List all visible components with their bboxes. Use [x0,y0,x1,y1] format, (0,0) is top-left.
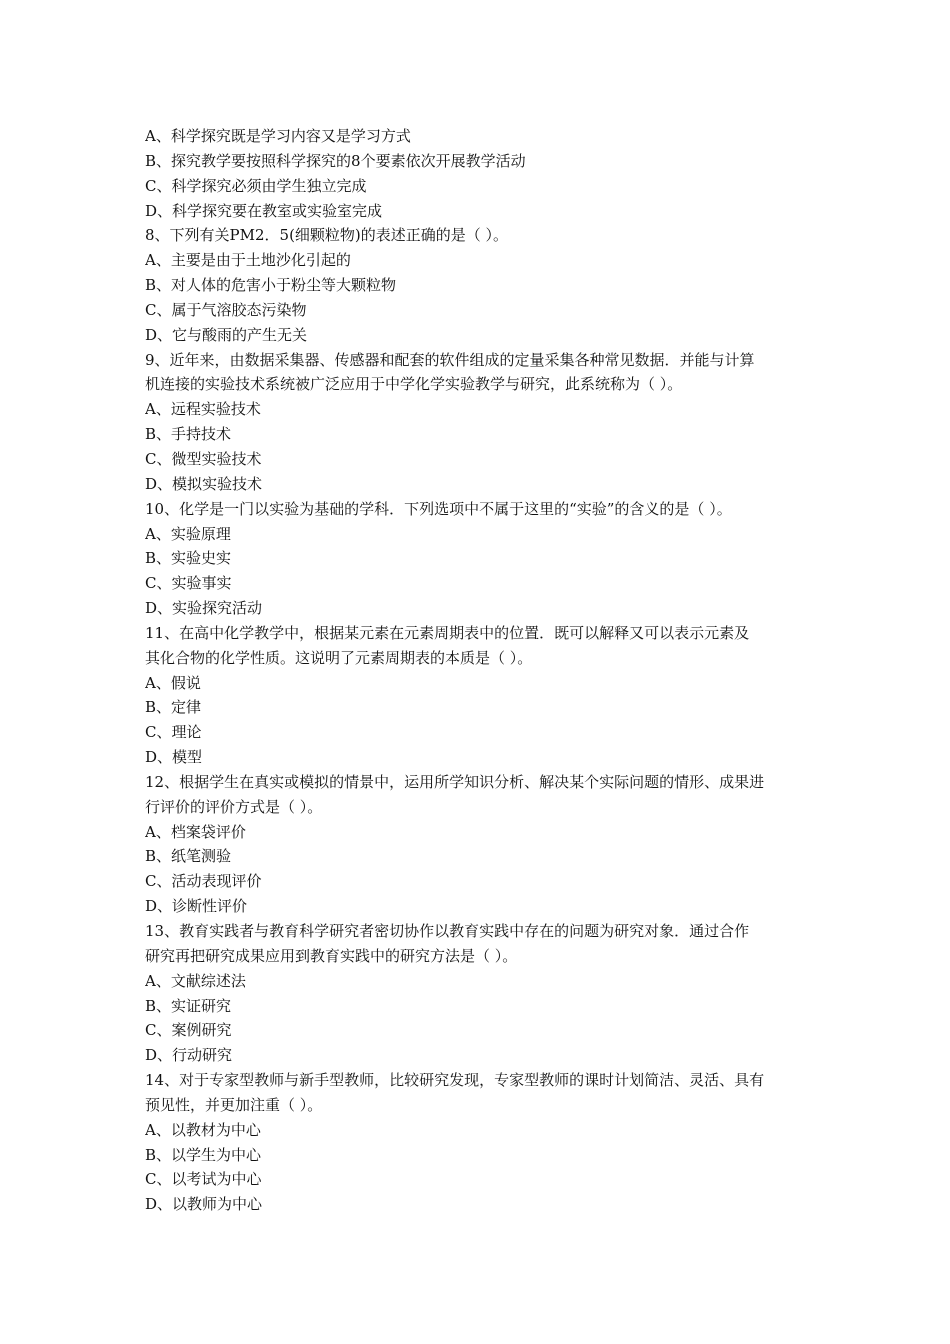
document-page [145,124,810,1217]
option-line: A、文献综述法 [145,971,246,990]
option-line: D、行动研究 [145,1046,233,1065]
option-line: A、档案袋评价 [145,822,246,841]
option-line: D、科学探究要在教室或实验室完成 [145,201,383,220]
option-line: B、实证研究 [145,996,232,1015]
question-line: 12、根据学生在真实或模拟的情景中，运用所学知识分析、解决某个实际问题的情形、成果进 [145,772,765,791]
option-line: C、理论 [145,723,202,742]
question-line: 8、下列有关PM2．5(细颗粒物)的表述正确的是（ ）。 [145,226,509,245]
option-line: D、模型 [145,748,203,767]
option-line: C、微型实验技术 [145,449,262,468]
option-line: C、活动表现评价 [145,872,262,891]
option-line: C、属于气溶胶态污染物 [145,300,307,319]
option-line: D、它与酸雨的产生无关 [145,325,308,344]
option-line: B、纸笔测验 [145,847,232,866]
question-line: 13、教育实践者与教育科学研究者密切协作以教育实践中存在的问题为研究对象．通过合作 [145,922,750,940]
question-line: 14、对于专家型教师与新手型教师，比较研究发现，专家型教师的课时计划简洁、灵活、具有 [145,1071,765,1090]
option-line: C、科学探究必须由学生独立完成 [145,176,367,195]
question-stem [145,223,810,248]
option-line: C、实验事实 [145,574,232,593]
question-stem [145,919,810,969]
question-stem [145,621,810,671]
question-line: 9、近年来，由数据采集器、传感器和配套的软件组成的定量采集各种常见数据．并能与计算 [145,350,755,369]
option-line: A、实验原理 [145,524,231,543]
answer-options [145,969,810,1068]
answer-options [145,124,810,223]
option-line: A、主要是由于土地沙化引起的 [145,251,351,270]
question-line: 研究再把研究成果应用到教育实践中的研究方法是（ ）。 [145,946,518,965]
answer-options [145,671,810,770]
option-line: B、探究教学要按照科学探究的8个要素依次开展教学活动 [145,151,526,170]
option-line: B、以学生为中心 [145,1145,262,1164]
option-line: B、实验史实 [145,549,232,568]
option-line: A、科学探究既是学习内容又是学习方式 [145,127,411,145]
question-line: 预见性，并更加注重（ ）。 [145,1095,323,1114]
option-line: A、假说 [145,673,201,692]
option-line: B、对人体的危害小于粉尘等大颗粒物 [145,276,397,295]
option-line: D、以教师为中心 [145,1195,263,1214]
question-line: 其化合物的化学性质。这说明了元素周期表的本质是（ ）。 [145,648,533,667]
question-stem [145,348,810,398]
question-line: 行评价的评价方式是（ ）。 [145,797,323,816]
answer-options [145,820,810,919]
option-line: C、以考试为中心 [145,1170,262,1189]
answer-options [145,522,810,621]
option-line: B、定律 [145,698,202,717]
option-line: D、模拟实验技术 [145,474,263,493]
question-stem [145,1068,810,1118]
answer-options [145,1118,810,1217]
answer-options [145,248,810,347]
question-line: 机连接的实验技术系统被广泛应用于中学化学实验教学与研究，此系统称为（ ）。 [145,375,683,394]
answer-options [145,397,810,496]
option-line: D、实验探究活动 [145,599,263,618]
option-line: D、诊断性评价 [145,897,248,916]
question-line: 10、化学是一门以实验为基础的学科．下列选项中不属于这里的“实验”的含义的是（ ）。 [145,499,732,518]
option-line: C、案例研究 [145,1021,232,1040]
question-stem [145,770,810,820]
question-stem [145,497,810,522]
option-line: A、远程实验技术 [145,400,261,419]
option-line: B、手持技术 [145,425,232,444]
question-line: 11、在高中化学教学中，根据某元素在元素周期表中的位置．既可以解释又可以表示元素及 [145,623,750,642]
option-line: A、以教材为中心 [145,1120,261,1139]
